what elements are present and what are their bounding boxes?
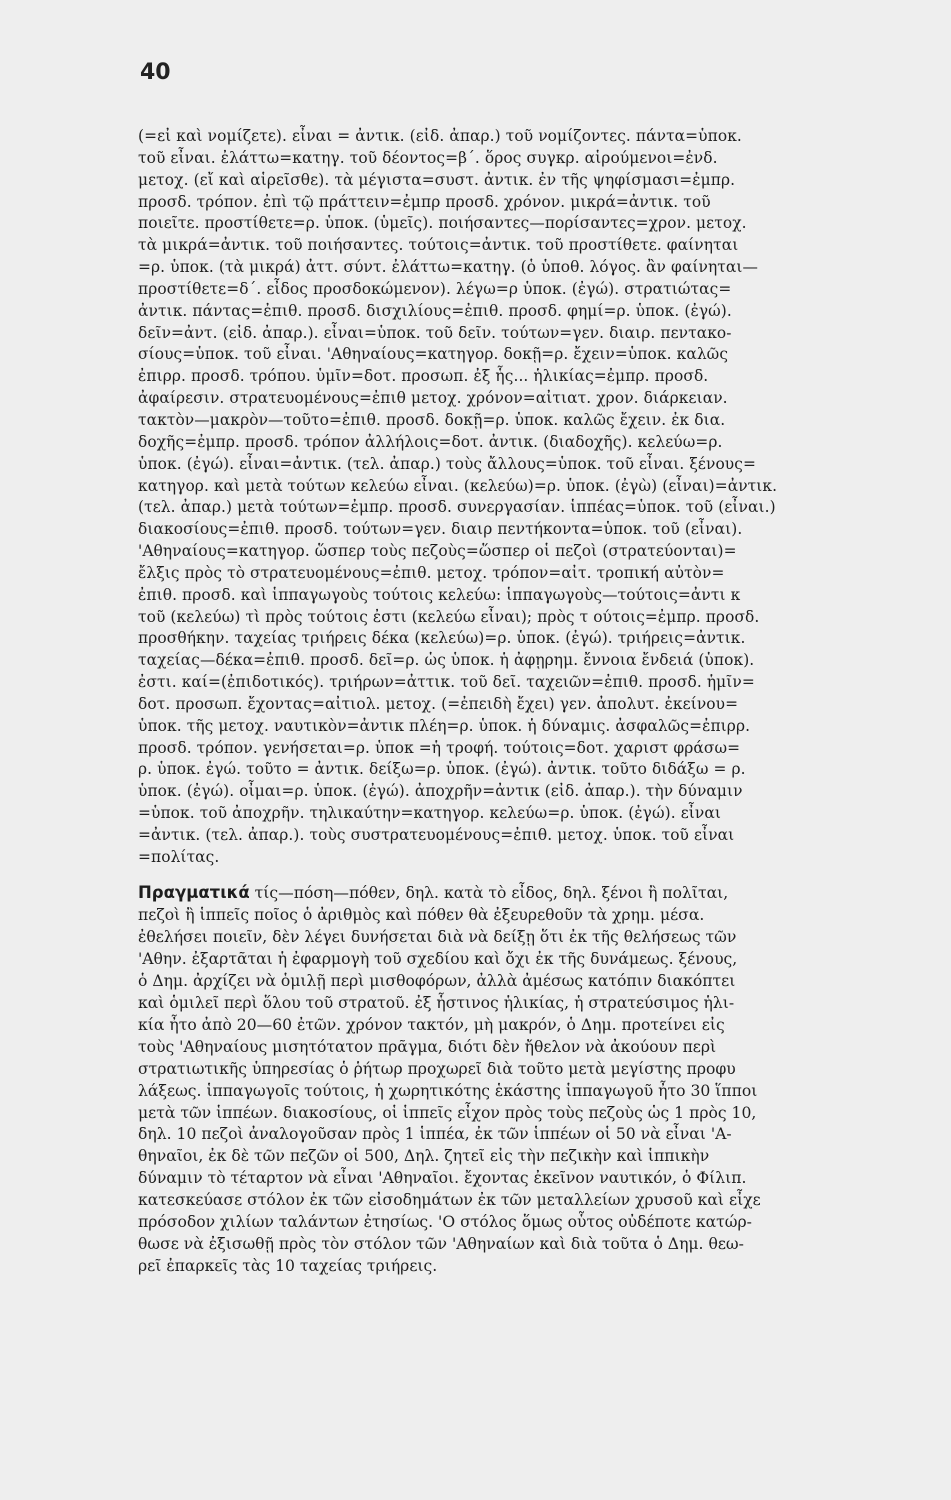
text-line: ἔλξις πρὸς τὸ στρατευομένους=ἐπιθ. μετοχ. τρόπον=αἰτ. τροπική αὐτὸν= xyxy=(138,563,725,582)
text-line: προστίθετε=δ΄. εἶδος προσδοκώμενον). λέγω=ρ ὑποκ. (ἐγώ). στρατιώτας= xyxy=(138,279,732,298)
section-heading: Πραγματικά xyxy=(138,883,250,902)
text-line: ἐπιθ. προσδ. καὶ ἱππαγωγοὺς τούτοις κελεύω: ἱππαγωγοὺς—τούτοις=ἀντι κ xyxy=(138,585,741,604)
text-line: ὑποκ. (ἐγώ). οἶμαι=ρ. ὑποκ. (ἐγώ). ἀποχρῆν=ἀντικ (εἰδ. ἀπαρ.). τὴν δύναμιν xyxy=(138,782,743,801)
text-line: ὑποκ. τῆς μετοχ. ναυτικὸν=ἀντικ πλέη=ρ. ὑποκ. ἡ δύναμις. ἀσφαλῶς=ἐπιρρ. xyxy=(138,716,751,735)
text-line: =ὑποκ. τοῦ ἀποχρῆν. τηλικαύτην=κατηγορ. κελεύω=ρ. ὑποκ. (ἐγώ). εἶναι xyxy=(138,804,721,823)
text-line: θωσε νὰ ἐξισωθῇ πρὸς τὸν στόλον τῶν 'Αθηναίων καὶ διὰ τοῦτα ὁ Δημ. θεω- xyxy=(138,1235,744,1254)
text-line: κία ἦτο ἀπὸ 20—60 ἐτῶν. χρόνον τακτόν, μὴ μακρόν, ὁ Δημ. προτείνει εἰς xyxy=(138,1015,725,1034)
text-line: ρ. ὑποκ. ἐγώ. τοῦτο = ἀντικ. δείξω=ρ. ὑποκ. (ἐγώ). ἀντικ. τοῦτο διδάξω = ρ. xyxy=(138,760,746,779)
text-line: ρεῖ ἐπαρκεῖς τὰς 10 ταχείας τριήρεις. xyxy=(138,1257,438,1276)
text-line: δοτ. προσωπ. ἔχοντας=αἰτιολ. μετοχ. (=ἐπειδὴ ἔχει) γεν. ἀπολυτ. ἐκείνου= xyxy=(138,694,739,713)
text-line: προσδ. τρόπον. ἐπὶ τῷ πράττειν=ἐμπρ προσδ. χρόνον. μικρά=ἀντικ. τοῦ xyxy=(138,192,711,211)
text-line: διακοσίους=ἐπιθ. προσδ. τούτων=γεν. διαιρ πεντήκοντα=ὑποκ. τοῦ (εἶναι). xyxy=(138,520,743,539)
text-line: λάξεως. ἱππαγωγοῖς τούτοις, ἡ χωρητικότης ἑκάστης ἱππαγωγοῦ ἦτο 30 ἵπποι xyxy=(138,1081,758,1100)
text-line: καὶ ὁμιλεῖ περὶ ὅλου τοῦ στρατοῦ. ἐξ ἧστινος ἡλικίας, ἡ στρατεύσιμος ἡλι- xyxy=(138,993,735,1012)
text-line: =ρ. ὑποκ. (τὰ μικρά) ἀττ. σύντ. ἐλάττω=κατηγ. (ὁ ὑποθ. λόγος. ἂν φαίνηται— xyxy=(138,258,758,277)
text-line: ἐπιρρ. προσδ. τρόπου. ὑμῖν=δοτ. προσωπ. ἐξ ἧς... ἡλικίας=ἐμπρ. προσδ. xyxy=(138,367,709,386)
text-line: ἀντικ. πάντας=ἐπιθ. προσδ. δισχιλίους=ἐπιθ. προσδ. φημί=ρ. ὑποκ. (ἐγώ). xyxy=(138,301,732,320)
text-line: τοῦ (κελεύω) τὶ πρὸς τούτοις ἐστι (κελεύω εἶναι); πρὸς τ ούτοις=ἐμπρ. προσδ. xyxy=(138,607,760,626)
text-line: ἀφαίρεσιν. στρατευομένους=ἐπιθ μετοχ. χρόνον=αἰτιατ. χρον. διάρκειαν. xyxy=(138,389,728,408)
text-line: =ἀντικ. (τελ. ἀπαρ.). τοὺς συστρατευομένους=ἐπιθ. μετοχ. ὑποκ. τοῦ εἶναι xyxy=(138,826,735,844)
text-line: σίους=ὑποκ. τοῦ εἶναι. 'Αθηναίους=κατηγορ. δοκῇ=ρ. ἔχειν=ὑποκ. καλῶς xyxy=(138,345,729,364)
text-line: δοχῆς=ἐμπρ. προσδ. τρόπον ἀλλήλοις=δοτ. ἀντικ. (διαδοχῆς). κελεύω=ρ. xyxy=(138,432,723,451)
pragmatika-section xyxy=(138,882,828,1278)
text-line: τακτὸν—μακρὸν—τοῦτο=ἐπιθ. προσδ. δοκῇ=ρ. ὑποκ. καλῶς ἔχειν. ἐκ δια. xyxy=(138,410,726,429)
text-line: μετὰ τῶν ἱππέων. διακοσίους, οἱ ἱππεῖς εἶχον πρὸς τοὺς πεζοὺς ὡς 1 πρὸς 10, xyxy=(138,1103,757,1122)
text-line: τοῦ εἶναι. ἐλάττω=κατηγ. τοῦ δέοντος=β΄. ὅρος συγκρ. αἱρούμενοι=ἐνδ. xyxy=(138,148,718,167)
text-line: ὁ Δημ. ἀρχίζει νὰ ὁμιλῇ περὶ μισθοφόρων, ἀλλὰ ἀμέσως κατόπιν διακόπτει xyxy=(138,971,736,990)
text-line: τοὺς 'Αθηναίους μισητότατον πρᾶγμα, διότι δὲν ἤθελον νὰ ἀκούουν περὶ xyxy=(138,1037,717,1056)
text-line: ἐθελήσει ποιεῖν, δὲν λέγει δυνήσεται διὰ νὰ δείξῃ ὅτι ἐκ τῆς θελήσεως τῶν xyxy=(138,927,737,946)
text-line: θηναῖοι, ἐκ δὲ τῶν πεζῶν οἱ 500, Δηλ. ζητεῖ εἰς τὴν πεζικὴν καὶ ἱππικὴν xyxy=(138,1147,710,1166)
text-line: προσδ. τρόπον. γενήσεται=ρ. ὑποκ =ἡ τροφή. τούτοις=δοτ. χαριστ φράσω= xyxy=(138,738,741,757)
text-line: (=εἰ καὶ νομίζετε). εἶναι = ἀντικ. (εἰδ. ἀπαρ.) τοῦ νομίζοντες. πάντα=ὑποκ. xyxy=(138,127,742,145)
text-line: 'Αθην. ἐξαρτᾶται ἡ ἐφαρμογὴ τοῦ σχεδίου καὶ ὄχι ἐκ τῆς δυνάμεως. ξένους, xyxy=(138,949,738,968)
text-line: ὑποκ. (ἐγώ). εἶναι=ἀντικ. (τελ. ἀπαρ.) τοὺς ἄλλους=ὑποκ. τοῦ εἶναι. ξένους= xyxy=(138,454,756,473)
text-line: πρόσοδον χιλίων ταλάντων ἐτησίως. 'Ο στόλος ὅμως οὗτος οὐδέποτε κατώρ- xyxy=(138,1213,752,1232)
pragmatika-first-line xyxy=(138,882,828,905)
page-number: 40 xyxy=(140,60,171,85)
text-line: δεῖν=ἀντ. (εἰδ. ἀπαρ.). εἶναι=ὑποκ. τοῦ δεῖν. τούτων=γεν. διαιρ. πεντακο- xyxy=(138,323,732,342)
text-line: κατηγορ. καὶ μετὰ τούτων κελεύω εἶναι. (κελεύω)=ρ. ὑποκ. (ἐγὼ) (εἶναι)=ἀντικ. xyxy=(138,476,778,495)
text-line: 'Αθηναίους=κατηγορ. ὥσπερ τοὺς πεζοὺς=ὥσπερ οἱ πεζοὶ (στρατεύονται)= xyxy=(138,542,737,561)
text-line: προσθήκην. ταχείας τριήρεις δέκα (κελεύω)=ρ. ὑποκ. (ἐγώ). τριήρεις=ἀντικ. xyxy=(138,629,746,648)
text-line: ἐστι. καί=(ἐπιδοτικός). τριήρων=ἀττικ. τοῦ δεῖ. ταχειῶν=ἐπιθ. προσδ. ἡμῖν= xyxy=(138,673,755,692)
text-line: στρατιωτικῆς ὑπηρεσίας ὁ ῥήτωρ προχωρεῖ διὰ τοῦτο μετὰ μεγίστης προφυ xyxy=(138,1059,736,1078)
text-line-rest: τίς—πόση—πόθεν, δηλ. κατὰ τὸ εἶδος, δηλ. ξένοι ἢ πολῖται, xyxy=(249,884,729,902)
text-line: δύναμιν τὸ τέταρτον νὰ εἶναι 'Αθηναῖοι. ἔχοντας ἐκεῖνον ναυτικόν, ὁ Φίλιπ. xyxy=(138,1169,747,1188)
text-line: δηλ. 10 πεζοὶ ἀναλογοῦσαν πρὸς 1 ἱππέα, ἐκ τῶν ἱππέων οἱ 50 νὰ εἶναι 'Α- xyxy=(138,1125,732,1144)
text-line: κατεσκεύασε στόλον ἐκ τῶν εἰσοδημάτων ἐκ τῶν μεταλλείων χρυσοῦ καὶ εἶχε xyxy=(138,1191,761,1210)
text-line: ταχείας—δέκα=ἐπιθ. προσδ. δεῖ=ρ. ὡς ὑποκ. ἡ ἀφῃρημ. ἔννοια ἔνδειά (ὑποκ). xyxy=(138,651,755,670)
text-line: πεζοὶ ἢ ἱππεῖς ποῖος ὁ ἀριθμὸς καὶ πόθεν θὰ ἐξευρεθοῦν τὰ χρημ. μέσα. xyxy=(138,905,705,924)
text-line: ποιεῖτε. προστίθετε=ρ. ὑποκ. (ὑμεῖς). ποιήσαντες—πορίσαντες=χρον. μετοχ. xyxy=(138,214,747,233)
text-line: =πολίτας. xyxy=(138,847,220,866)
text-line: τὰ μικρά=ἀντικ. τοῦ ποιήσαντες. τούτοις=ἀντικ. τοῦ προστίθετε. φαίνηται xyxy=(138,236,739,255)
grammar-analysis-text xyxy=(138,126,828,869)
text-line: (τελ. ἀπαρ.) μετὰ τούτων=ἐμπρ. προσδ. συνεργασίαν. ἱππέας=ὑποκ. τοῦ (εἶναι.) xyxy=(138,498,776,517)
text-line: μετοχ. (εἴ καὶ αἱρεῖσθε). τὰ μέγιστα=συστ. ἀντικ. ἐν τῆς ψηφίσμασι=ἐμπρ. xyxy=(138,170,736,189)
